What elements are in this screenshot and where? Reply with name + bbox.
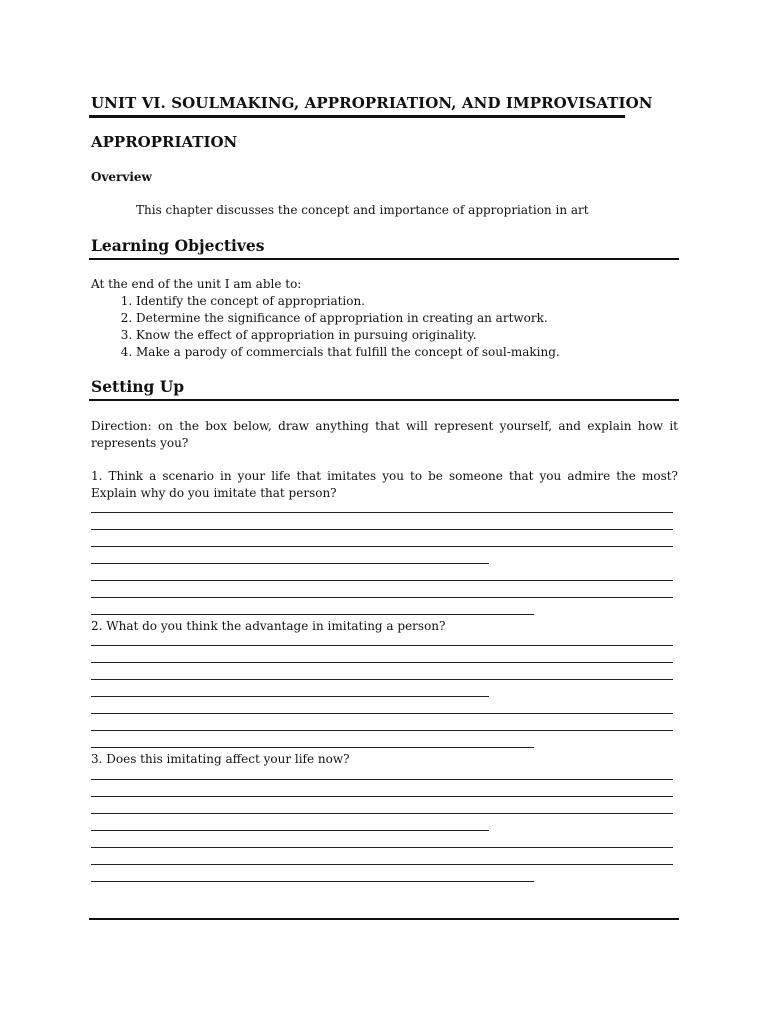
overview-label: Overview: [91, 170, 152, 184]
answer-line-q1[interactable]: [91, 614, 534, 615]
objective-item: 2. Determine the significance of appropriation in creating an artwork.: [136, 310, 676, 327]
answer-line-q3[interactable]: [91, 813, 673, 814]
direction-text: Direction: on the box below, draw anything that will represent yourself, and explain how it represents you?: [91, 419, 678, 450]
answer-line-q2[interactable]: [91, 696, 489, 697]
answer-line-q3[interactable]: [91, 830, 489, 831]
answer-line-q1[interactable]: [91, 580, 673, 581]
objectives-intro: At the end of the unit I am able to:: [91, 277, 302, 291]
answer-line-q3[interactable]: [91, 881, 534, 882]
answer-line-q1[interactable]: [91, 512, 673, 513]
question-2: 2. What do you think the advantage in imitating a person?: [91, 619, 446, 633]
answer-line-q2[interactable]: [91, 662, 673, 663]
answer-line-q3[interactable]: [91, 864, 673, 865]
page-bottom-rule: [89, 918, 679, 920]
answer-line-q2[interactable]: [91, 713, 673, 714]
answer-line-q2[interactable]: [91, 730, 673, 731]
objective-item: 4. Make a parody of commercials that fulfill the concept of soul-making.: [136, 344, 676, 361]
objective-item: 3. Know the effect of appropriation in pursuing originality.: [136, 327, 676, 344]
learning-objectives-heading: Learning Objectives: [91, 236, 265, 255]
overview-text: This chapter discusses the concept and importance of appropriation in art: [136, 203, 589, 217]
question-1: 1. Think a scenario in your life that imitates you to be someone that you admire the most? Explain why do you imitate that person?: [91, 469, 678, 500]
answer-line-q3[interactable]: [91, 796, 673, 797]
answer-line-q2[interactable]: [91, 679, 673, 680]
answer-line-q2[interactable]: [91, 747, 534, 748]
answer-line-q1[interactable]: [91, 597, 673, 598]
unit-title-underline: [89, 115, 625, 118]
objective-item: 1. Identify the concept of appropriation.: [136, 293, 676, 310]
setting-up-heading: Setting Up: [91, 377, 185, 396]
learning-objectives-rule: [89, 258, 679, 260]
answer-line-q3[interactable]: [91, 847, 673, 848]
answer-line-q1[interactable]: [91, 546, 673, 547]
section-title: APPROPRIATION: [91, 133, 238, 151]
objectives-list: [91, 293, 676, 361]
question-3: 3. Does this imitating affect your life now?: [91, 752, 350, 766]
answer-line-q1[interactable]: [91, 529, 673, 530]
answer-line-q2[interactable]: [91, 645, 673, 646]
unit-title: UNIT VI. SOULMAKING, APPROPRIATION, AND IMPROVISATION: [91, 94, 653, 112]
setting-up-rule: [89, 399, 679, 401]
answer-line-q1[interactable]: [91, 563, 489, 564]
answer-line-q3[interactable]: [91, 779, 673, 780]
